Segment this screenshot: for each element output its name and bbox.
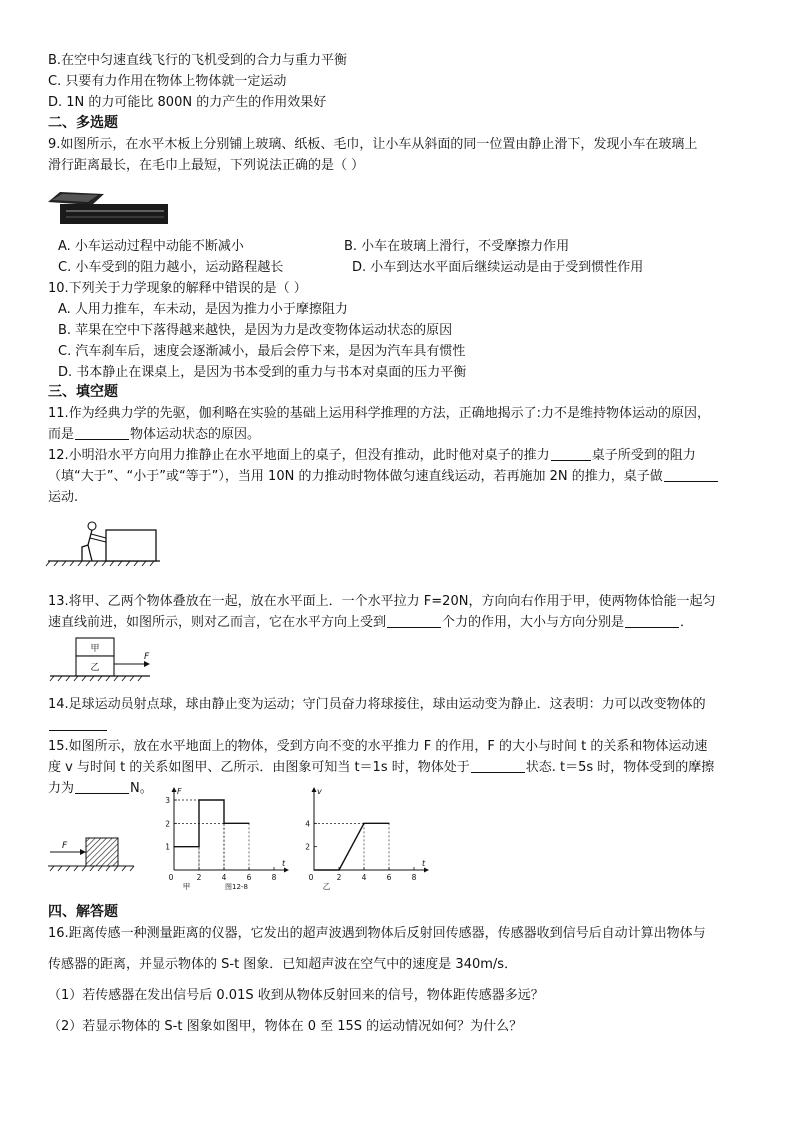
y-tick-label: 2	[165, 819, 170, 829]
x-axis-arrow	[284, 868, 289, 873]
q15-text-c: 力为	[48, 781, 75, 796]
x-tick-label: 2	[196, 873, 202, 882]
q13-blank-1[interactable]	[387, 613, 441, 628]
q12-line2	[48, 466, 719, 487]
x-tick-label: 8	[271, 873, 277, 882]
data-point	[338, 869, 339, 870]
section-heading-multi-choice: 二、多选题	[48, 115, 118, 131]
data-point	[223, 799, 224, 800]
q11-line2	[48, 424, 260, 445]
q15-text-a: 度 v 与时间 t 的关系如图甲、乙所示．由图象可知当 t＝1s 时，物体处于	[48, 760, 470, 775]
q15-line2	[48, 757, 714, 778]
y-tick-label: 1	[165, 842, 170, 852]
q10-option-c: C. 汽车刹车后，速度会逐渐减小，最后会停下来，是因为汽车具有惯性	[58, 344, 466, 359]
data-point	[223, 823, 224, 824]
q16-line2: 传感器的距离，并显示物体的 S-t 图象．已知超声波在空气中的速度是 340m/s．	[48, 957, 518, 972]
q16-line1: 16.距离传感一种测量距离的仪器，它发出的超声波遇到物体后反射回传感器，传感器收到信号后自动计算出物体与	[48, 926, 706, 941]
data-point	[248, 823, 249, 824]
data-point	[198, 799, 199, 800]
q11-text-b: 物体运动状态的原因。	[130, 427, 261, 442]
q12-line1	[48, 445, 696, 466]
q10-option-d: D. 书本静止在课桌上，是因为书本受到的重力与书本对桌面的压力平衡	[58, 365, 467, 380]
q13-line1: 13.将甲、乙两个物体叠放在一起，放在水平面上．一个水平拉力 F=20N，方向向右作用于甲，使两物体恰能一起匀	[48, 594, 716, 609]
pushed-box-figure	[48, 834, 136, 874]
x-tick-label: 4	[361, 873, 367, 882]
q13-blank-2[interactable]	[625, 613, 679, 628]
y-axis-arrow	[172, 787, 177, 792]
x-tick-label: 8	[411, 873, 417, 882]
q10-option-a: A. 人用力推车，车未动，是因为推力小于摩擦阻力	[58, 302, 348, 317]
q9-stem-line2: 滑行距离最长，在毛巾上最短，下列说法正确的是（ ）	[48, 158, 365, 173]
x-axis-label: t	[422, 859, 426, 868]
q11-answer-blank[interactable]	[75, 425, 129, 440]
q15-text-d: N。	[130, 781, 153, 796]
x-tick-label: 6	[246, 873, 252, 882]
q14-line2	[48, 715, 108, 736]
q9-option-b: B. 小车在玻璃上滑行，不受摩擦力作用	[344, 239, 570, 254]
q10-stem: 10.下列关于力学现象的解释中错误的是（ ）	[48, 281, 307, 296]
y-axis-arrow	[312, 787, 317, 792]
y-tick-label: 4	[305, 819, 310, 829]
q16-part1: （1）若传感器在发出信号后 0.01S 收到从物体反射回来的信号，物体距传感器多远？	[48, 988, 544, 1003]
q14-answer-blank[interactable]	[49, 720, 107, 731]
data-point	[363, 823, 364, 824]
q12-text-b: 桌子所受到的阻力	[591, 448, 696, 463]
q14-line1: 14.足球运动员射点球，球由静止变为运动；守门员奋力将球接住，球由运动变为静止．这表明：力可以改变物体的	[48, 697, 706, 712]
y-axis-label: F	[177, 787, 182, 796]
q9-option-d: D. 小车到达水平面后继续运动是由于受到惯性作用	[352, 260, 644, 275]
section-heading-answer: 四、解答题	[48, 904, 118, 920]
q12-text-a: 12.小明沿水平方向用力推静止在水平地面上的桌子，但没有推动，此时他对桌子的推力	[48, 448, 550, 463]
q10-option-b: B. 苹果在空中下落得越来越快，是因为力是改变物体运动状态的原因	[58, 323, 453, 338]
velocity-time-chart	[300, 787, 430, 898]
q12-line3: 运动.	[48, 490, 79, 505]
block-bottom-label: 乙	[90, 663, 100, 673]
data-point	[173, 846, 174, 847]
q8-option-d: D. 1N 的力可能比 800N 的力产生的作用效果好	[48, 95, 327, 110]
q12-blank-1[interactable]	[551, 446, 591, 461]
section-heading-fill-in: 三、填空题	[48, 384, 118, 400]
y-tick-label: 2	[305, 842, 310, 852]
q13-text-c: ．	[680, 615, 694, 630]
data-point	[313, 869, 314, 870]
push-desk-figure	[48, 517, 160, 567]
ramp-figure	[48, 180, 170, 230]
q15-text-b: 状态. t＝5s 时，物体受到的摩擦	[525, 760, 715, 775]
q9-option-a: A. 小车运动过程中动能不断减小	[58, 239, 244, 254]
pushed-box-force-label: F	[62, 841, 68, 851]
x-tick-label: 2	[336, 873, 342, 882]
q15-blank-1[interactable]	[471, 758, 525, 773]
data-point	[388, 823, 389, 824]
q11-line1: 11.作为经典力学的先驱，伽利略在实验的基础上运用科学推理的方法，正确地揭示了:力不是维持物体运动的原因，	[48, 406, 711, 421]
y-tick-label: 3	[165, 796, 170, 805]
q12-text-c: （填“大于”、“小于”或“等于”），当用 10N 的力推动时物体做匀速直线运动，若再施加 2N 的推力，桌子做	[48, 469, 663, 484]
q9-option-c: C. 小车受到的阻力越小，运动路程越长	[58, 260, 284, 275]
x-axis-arrow	[424, 868, 429, 873]
x-axis-label: t	[282, 859, 286, 868]
figure-caption: 图12-8	[225, 883, 248, 891]
block-top-label: 甲	[90, 644, 100, 654]
y-axis-label: v	[317, 787, 322, 796]
x-tick-label: 0	[168, 873, 174, 882]
q13-line2	[48, 612, 693, 633]
q8-option-c: C. 只要有力作用在物体上物体就一定运动	[48, 74, 287, 89]
x-tick-label: 4	[221, 873, 227, 882]
q15-line1: 15.如图所示，放在水平地面上的物体，受到方向不变的水平推力 F 的作用，F 的大小与时间 t 的关系和物体运动速	[48, 739, 708, 754]
chart-label: 乙	[322, 882, 331, 891]
q13-text-a: 速直线前进，如图所示，则对乙而言，它在水平方向上受到	[48, 615, 387, 630]
force-time-chart	[160, 787, 290, 898]
data-point	[198, 846, 199, 847]
q9-stem-line1: 9.如图所示，在水平木板上分别铺上玻璃、纸板、毛巾，让小车从斜面的同一位置由静止滑下，发现小车在玻璃上	[48, 137, 698, 152]
q13-text-b: 个力的作用，大小与方向分别是	[442, 615, 625, 630]
q16-part2: （2）若显示物体的 S-t 图象如图甲，物体在 0 至 15S 的运动情况如何？为什么？	[48, 1019, 523, 1034]
x-tick-label: 6	[386, 873, 392, 882]
force-label: F	[144, 652, 150, 662]
chart-label: 甲	[182, 882, 191, 891]
q15-blank-2[interactable]	[75, 779, 129, 794]
q12-blank-2[interactable]	[664, 467, 718, 482]
stacked-blocks-figure	[48, 636, 160, 688]
q11-text-a: 而是	[48, 427, 75, 442]
q15-line3	[48, 778, 153, 799]
q8-option-b: B.在空中匀速直线飞行的飞机受到的合力与重力平衡	[48, 53, 348, 68]
x-tick-label: 0	[308, 873, 314, 882]
series-line	[314, 823, 389, 870]
